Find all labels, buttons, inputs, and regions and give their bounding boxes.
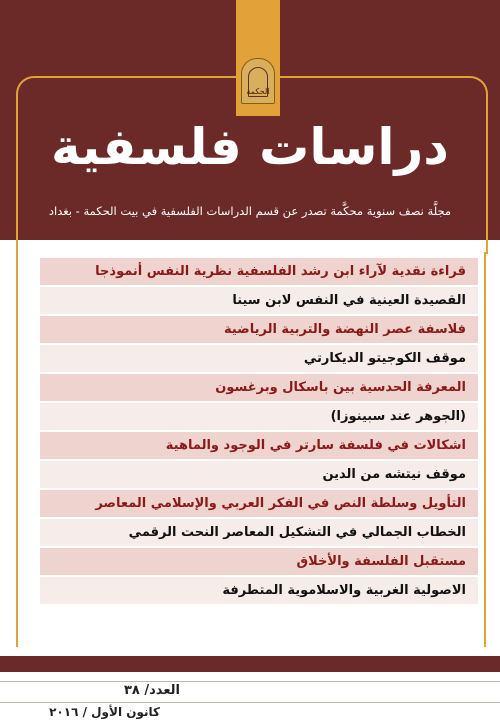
article-title: الخطاب الجمالي في التشكيل المعاصر النحت الرقمي [128,525,466,540]
article-title: موقف نيتشه من الدين [322,467,466,482]
article-title: موقف الكوجيتو الديكارتي [303,351,466,366]
article-item [40,374,478,401]
issue-number: العدد/ ٣٨ [123,683,180,698]
article-item [40,461,478,488]
gold-frame-left [16,252,18,647]
article-title: المعرفة الحدسية بين باسكال وبرغسون [215,380,466,395]
article-title: مستقبل الفلسفة والأخلاق [296,554,466,569]
article-item [40,345,478,372]
journal-logo-icon [241,58,275,104]
article-title: الاصولية الغربية والاسلاموية المتطرفة [222,583,466,598]
article-item [40,258,478,285]
article-item [40,490,478,517]
article-item [40,519,478,546]
article-item [40,316,478,343]
cover-footer-band [0,656,500,672]
article-item [40,403,478,430]
article-title: (الجوهر عند سبينوزا) [330,409,466,424]
journal-subtitle: مجلَّة نصف سنوية محكَّمة تصدر عن قسم الدراسات الفلسفية في بيت الحكمة - بغداد [48,204,452,218]
article-title: التأويل وسلطة النص في الفكر العربي والإسلامي المعاصر [95,496,466,511]
article-title: القصيدة العينية في النفس لابن سينا [232,293,466,308]
logo-text: الحكمة [246,87,270,96]
divider [0,681,500,682]
article-title: قراءة نقدية لآراء ابن رشد الفلسفية نظرية النفس أنموذجا [95,264,466,279]
article-title: اشكالات في فلسفة سارتر في الوجود والماهية [165,438,466,453]
article-item [40,432,478,459]
article-list [40,258,478,606]
article-title: فلاسفة عصر النهضة والتربية الرياضية [223,322,466,337]
article-item [40,287,478,314]
issue-date: كانون الأول / ٢٠١٦ [49,705,160,719]
journal-title: دراسات فلسفية [51,118,449,176]
divider [0,702,500,703]
gold-frame-right [484,252,486,647]
article-item [40,548,478,575]
article-item [40,577,478,604]
